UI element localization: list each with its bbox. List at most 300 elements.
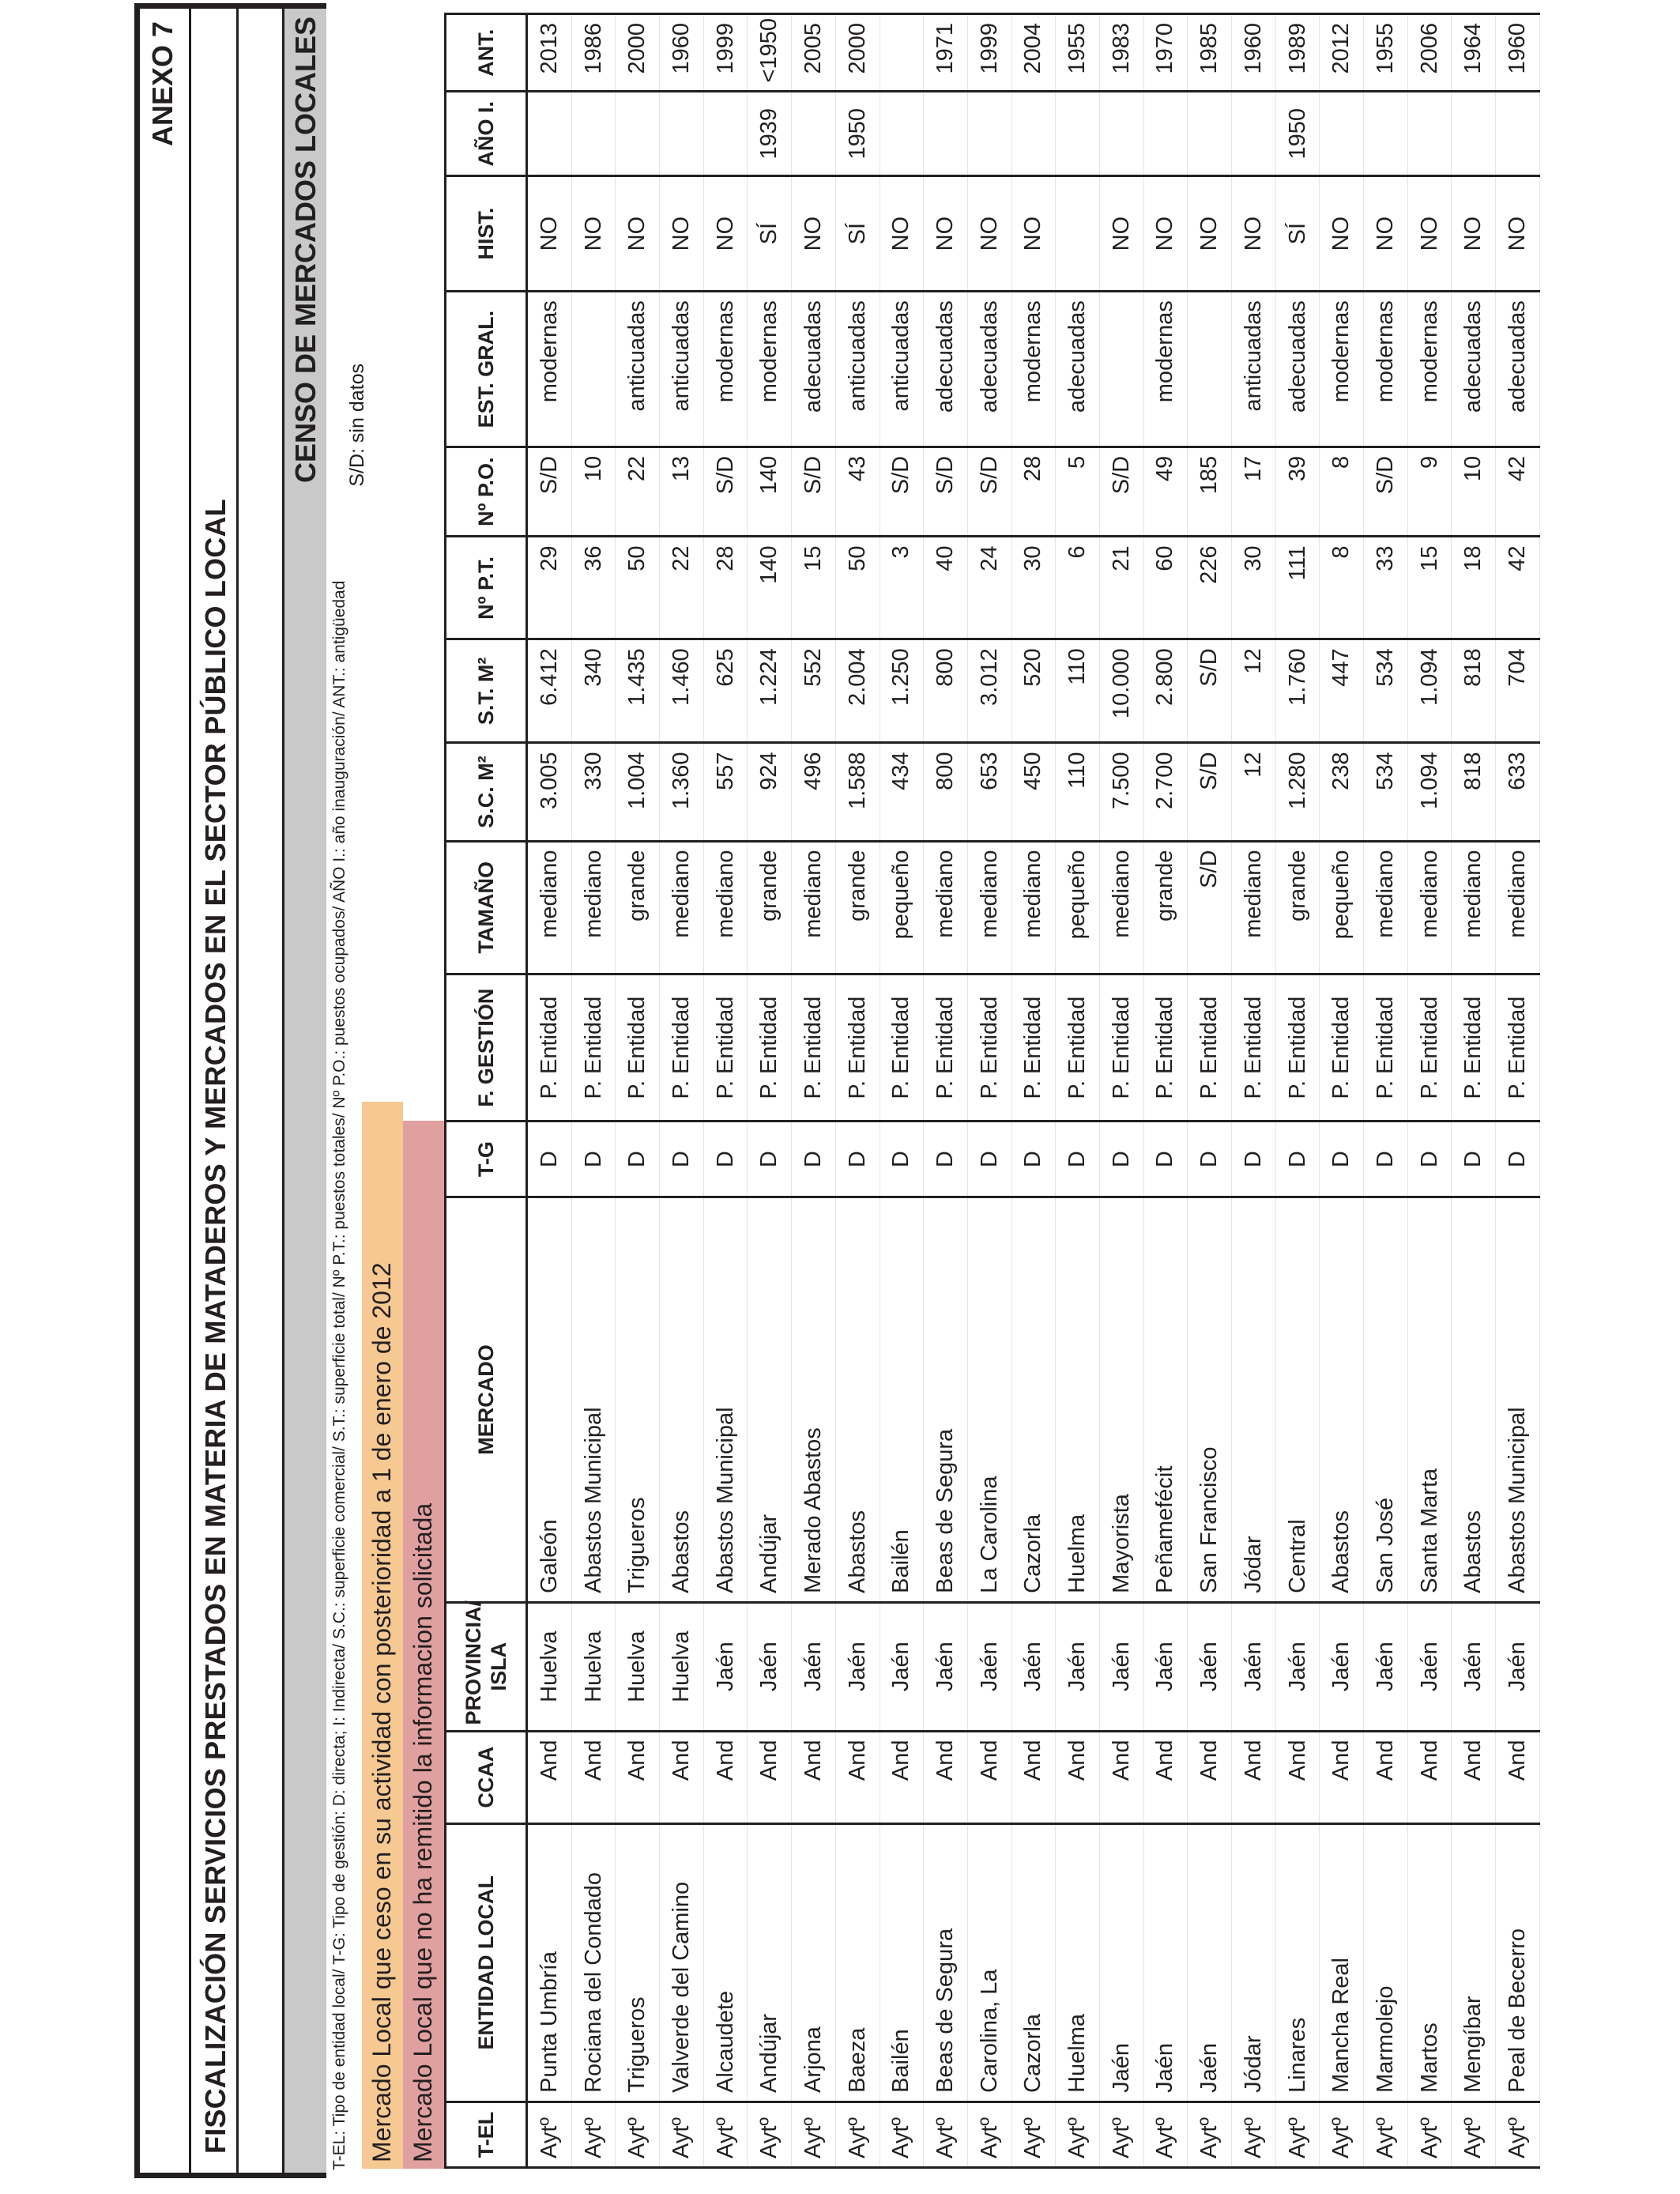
- table-cell: 28: [703, 537, 748, 639]
- table-cell: 140: [748, 447, 792, 537]
- table-cell: 450: [1011, 743, 1056, 841]
- table-cell: Marmolejo: [1364, 1823, 1408, 2102]
- table-cell: Huelva: [527, 1602, 572, 1731]
- table-cell: adecuadas: [1496, 292, 1540, 447]
- table-cell: 10: [1452, 447, 1496, 537]
- table-cell: NO: [1452, 175, 1496, 291]
- col-header: HIST.: [446, 175, 527, 291]
- table-row: [1056, 14, 1100, 2168]
- table-cell: Arjona: [792, 1823, 836, 2102]
- header-row-blank: [239, 9, 284, 2173]
- table-cell: 800: [924, 639, 968, 743]
- table-cell: modernas: [1143, 292, 1188, 447]
- table-cell: Abastos: [1320, 1197, 1364, 1603]
- table-cell: Aytº: [835, 2102, 880, 2167]
- table-cell: D: [792, 1122, 836, 1197]
- table-cell: pequeño: [880, 841, 924, 974]
- table-cell: P. Entidad: [1496, 974, 1540, 1122]
- table-cell: Abastos Municipal: [703, 1197, 748, 1603]
- table-cell: 1985: [1188, 14, 1232, 92]
- table-cell: S/D: [703, 447, 748, 537]
- table-cell: 30: [1232, 537, 1276, 639]
- table-cell: 2000: [835, 14, 880, 92]
- table-cell: 22: [660, 537, 704, 639]
- ceased-market-highlight: Mercado Local que ceso en su actividad con posterioridad a 1 de enero de 2012: [362, 1102, 403, 2169]
- table-cell: Huelma: [1056, 1197, 1100, 1603]
- table-cell: modernas: [1407, 292, 1452, 447]
- table-cell: adecuadas: [1452, 292, 1496, 447]
- table-row: [660, 14, 704, 2168]
- table-cell: Jaén: [703, 1602, 748, 1731]
- table-cell: Jaén: [924, 1602, 968, 1731]
- table-cell: 2000: [616, 14, 660, 92]
- table-cell: Aytº: [967, 2102, 1011, 2167]
- table-cell: 2.700: [1143, 743, 1188, 841]
- table-cell: Aytº: [527, 2102, 572, 2167]
- table-cell: 185: [1188, 447, 1232, 537]
- table-cell: 30: [1011, 537, 1056, 639]
- table-cell: Andújar: [748, 1197, 792, 1603]
- table-cell: 653: [967, 743, 1011, 841]
- table-cell: mediano: [571, 841, 616, 974]
- table-cell: 1955: [1056, 14, 1100, 92]
- table-cell: 552: [792, 639, 836, 743]
- table-cell: [616, 92, 660, 176]
- table-row: [703, 14, 748, 2168]
- table-cell: NO: [792, 175, 836, 291]
- table-cell: <1950: [748, 14, 792, 92]
- table-row: [571, 14, 616, 2168]
- table-cell: Carolina, La: [967, 1823, 1011, 2102]
- table-cell: NO: [703, 175, 748, 291]
- table-cell: Trigueros: [616, 1197, 660, 1603]
- table-cell: P. Entidad: [1188, 974, 1232, 1122]
- table-cell: 1971: [924, 14, 968, 92]
- table-cell: S/D: [1364, 447, 1408, 537]
- table-cell: Aytº: [1143, 2102, 1188, 2167]
- table-cell: Beas de Segura: [924, 1197, 968, 1603]
- col-header: CCAA: [446, 1731, 527, 1823]
- table-cell: 111: [1275, 537, 1320, 639]
- table-cell: D: [924, 1122, 968, 1197]
- table-cell: D: [1099, 1122, 1143, 1197]
- table-cell: 340: [571, 639, 616, 743]
- col-header: MERCADO: [446, 1197, 527, 1603]
- table-cell: [703, 92, 748, 176]
- table-cell: And: [1275, 1731, 1320, 1823]
- table-cell: Beas de Segura: [924, 1823, 968, 2102]
- table-cell: 3.012: [967, 639, 1011, 743]
- table-cell: modernas: [703, 292, 748, 447]
- table-cell: P. Entidad: [792, 974, 836, 1122]
- table-cell: Huelva: [660, 1602, 704, 1731]
- table-cell: 520: [1011, 639, 1056, 743]
- table-cell: 704: [1496, 639, 1540, 743]
- table-cell: NO: [1099, 175, 1143, 291]
- table-cell: 5: [1056, 447, 1100, 537]
- table-cell: Aytº: [616, 2102, 660, 2167]
- table-cell: NO: [1364, 175, 1408, 291]
- table-cell: And: [967, 1731, 1011, 1823]
- table-cell: And: [1452, 1731, 1496, 1823]
- annex-label: ANEXO 7: [146, 21, 179, 147]
- table-row: [835, 14, 880, 2168]
- table-cell: Central: [1275, 1197, 1320, 1603]
- table-cell: NO: [527, 175, 572, 291]
- table-cell: 42: [1496, 447, 1540, 537]
- table-cell: 1.435: [616, 639, 660, 743]
- table-cell: D: [527, 1122, 572, 1197]
- table-cell: NO: [1188, 175, 1232, 291]
- table-row: [880, 14, 924, 2168]
- table-cell: modernas: [1011, 292, 1056, 447]
- table-cell: 633: [1496, 743, 1540, 841]
- table-cell: 1999: [967, 14, 1011, 92]
- table-cell: mediano: [1232, 841, 1276, 974]
- table-cell: 800: [924, 743, 968, 841]
- table-cell: P. Entidad: [660, 974, 704, 1122]
- table-cell: 110: [1056, 639, 1100, 743]
- table-cell: Linares: [1275, 1823, 1320, 2102]
- table-cell: 24: [967, 537, 1011, 639]
- table-cell: NO: [967, 175, 1011, 291]
- header-row-title: [191, 9, 239, 2173]
- table-cell: [660, 92, 704, 176]
- table-cell: And: [527, 1731, 572, 1823]
- table-cell: modernas: [1364, 292, 1408, 447]
- table-cell: And: [703, 1731, 748, 1823]
- table-cell: S/D: [792, 447, 836, 537]
- table-cell: Aytº: [1496, 2102, 1540, 2167]
- table-cell: P. Entidad: [748, 974, 792, 1122]
- table-cell: Jaén: [1275, 1602, 1320, 1731]
- table-cell: 1999: [703, 14, 748, 92]
- table-cell: Galeón: [527, 1197, 572, 1603]
- table-cell: P. Entidad: [1143, 974, 1188, 1122]
- table-cell: D: [1188, 1122, 1232, 1197]
- table-cell: Aytº: [703, 2102, 748, 2167]
- table-cell: D: [880, 1122, 924, 1197]
- table-cell: And: [1496, 1731, 1540, 1823]
- header-box: [134, 3, 326, 2178]
- table-cell: Jaén: [880, 1602, 924, 1731]
- table-cell: mediano: [1364, 841, 1408, 974]
- table-cell: [1452, 92, 1496, 176]
- table-cell: Baeza: [835, 1823, 880, 2102]
- table-cell: Peñamefécit: [1143, 1197, 1188, 1603]
- table-cell: Bailén: [880, 1197, 924, 1603]
- table-cell: 29: [527, 537, 572, 639]
- table-cell: Aytº: [1232, 2102, 1276, 2167]
- table-body: [527, 14, 1540, 2168]
- table-cell: 534: [1364, 639, 1408, 743]
- table-cell: 818: [1452, 639, 1496, 743]
- table-cell: 1955: [1364, 14, 1408, 92]
- table-row: [1143, 14, 1188, 2168]
- table-cell: Jódar: [1232, 1823, 1276, 2102]
- table-cell: Jaén: [1099, 1823, 1143, 2102]
- table-cell: D: [1056, 1122, 1100, 1197]
- table-cell: S/D: [1188, 743, 1232, 841]
- table-cell: [1188, 92, 1232, 176]
- table-cell: D: [1496, 1122, 1540, 1197]
- table-cell: 49: [1143, 447, 1188, 537]
- table-row: [1188, 14, 1232, 2168]
- table-cell: 1964: [1452, 14, 1496, 92]
- table-cell: S/D: [967, 447, 1011, 537]
- table-cell: And: [1407, 1731, 1452, 1823]
- table-cell: Aytº: [1452, 2102, 1496, 2167]
- table-cell: 534: [1364, 743, 1408, 841]
- table-cell: modernas: [748, 292, 792, 447]
- table-cell: 22: [616, 447, 660, 537]
- table-cell: grande: [616, 841, 660, 974]
- table-cell: Jaén: [1232, 1602, 1276, 1731]
- table-cell: D: [835, 1122, 880, 1197]
- table-cell: And: [924, 1731, 968, 1823]
- table-row: [1407, 14, 1452, 2168]
- table-cell: Peal de Becerro: [1496, 1823, 1540, 2102]
- table-cell: adecuadas: [1275, 292, 1320, 447]
- table-cell: 21: [1099, 537, 1143, 639]
- table-cell: P. Entidad: [571, 974, 616, 1122]
- col-header: S.C. M²: [446, 743, 527, 841]
- table-cell: 496: [792, 743, 836, 841]
- table-cell: Jaén: [1143, 1602, 1188, 1731]
- table-row: [748, 14, 792, 2168]
- table-cell: Trigueros: [616, 1823, 660, 2102]
- table-cell: 625: [703, 639, 748, 743]
- table-cell: SÍ: [748, 175, 792, 291]
- table-cell: And: [1099, 1731, 1143, 1823]
- col-header: ANT.: [446, 14, 527, 92]
- table-cell: 8: [1320, 447, 1364, 537]
- table-cell: Alcaudete: [703, 1823, 748, 2102]
- table-cell: Aytº: [1364, 2102, 1408, 2167]
- table-cell: [1188, 292, 1232, 447]
- table-row: [1496, 14, 1540, 2168]
- table-cell: Jaén: [967, 1602, 1011, 1731]
- table-cell: 15: [1407, 537, 1452, 639]
- table-cell: [1364, 92, 1408, 176]
- table-cell: 1.224: [748, 639, 792, 743]
- table-cell: 2004: [1011, 14, 1056, 92]
- table-cell: S/D: [1188, 639, 1232, 743]
- table-cell: Jaén: [792, 1602, 836, 1731]
- table-cell: D: [571, 1122, 616, 1197]
- table-cell: S/D: [1099, 447, 1143, 537]
- table-cell: anticuadas: [835, 292, 880, 447]
- table-cell: P. Entidad: [1364, 974, 1408, 1122]
- table-cell: 12: [1232, 639, 1276, 743]
- table-cell: P. Entidad: [880, 974, 924, 1122]
- table-cell: And: [1232, 1731, 1276, 1823]
- col-header: AÑO I.: [446, 92, 527, 176]
- table-row: [1364, 14, 1408, 2168]
- table-cell: [1056, 175, 1100, 291]
- table-cell: Bailén: [880, 1823, 924, 2102]
- table-cell: Jaén: [1099, 1602, 1143, 1731]
- table-cell: Aytº: [1188, 2102, 1232, 2167]
- table-cell: 1950: [835, 92, 880, 176]
- col-header: EST. GRAL.: [446, 292, 527, 447]
- table-cell: 15: [792, 537, 836, 639]
- table-cell: pequeño: [1056, 841, 1100, 974]
- table-cell: [1496, 92, 1540, 176]
- table-cell: 2.800: [1143, 639, 1188, 743]
- table-row: [1275, 14, 1320, 2168]
- table-cell: Aytº: [660, 2102, 704, 2167]
- table-cell: 2013: [527, 14, 572, 92]
- table-cell: S/D: [924, 447, 968, 537]
- table-cell: mediano: [527, 841, 572, 974]
- table-cell: 226: [1188, 537, 1232, 639]
- table-cell: 33: [1364, 537, 1408, 639]
- table-cell: 557: [703, 743, 748, 841]
- table-cell: La Carolina: [967, 1197, 1011, 1603]
- table-cell: mediano: [1496, 841, 1540, 974]
- table-row: [527, 14, 572, 2168]
- table-cell: 6.412: [527, 639, 572, 743]
- table-row: [1320, 14, 1364, 2168]
- table-cell: mediano: [660, 841, 704, 974]
- table-cell: P. Entidad: [1407, 974, 1452, 1122]
- table-cell: NO: [1011, 175, 1056, 291]
- table-cell: P. Entidad: [703, 974, 748, 1122]
- table-cell: 330: [571, 743, 616, 841]
- header-row-annex: [140, 9, 191, 2173]
- table-cell: 1960: [1496, 14, 1540, 92]
- table-cell: 140: [748, 537, 792, 639]
- table-cell: D: [967, 1122, 1011, 1197]
- table-cell: P. Entidad: [1011, 974, 1056, 1122]
- col-header: S.T. M²: [446, 639, 527, 743]
- table-cell: P. Entidad: [1056, 974, 1100, 1122]
- table-cell: Jódar: [1232, 1197, 1276, 1603]
- table-cell: And: [1188, 1731, 1232, 1823]
- table-cell: 1989: [1275, 14, 1320, 92]
- table-cell: Huelva: [571, 1602, 616, 1731]
- table-cell: adecuadas: [924, 292, 968, 447]
- table-cell: mediano: [967, 841, 1011, 974]
- table-cell: anticuadas: [1232, 292, 1276, 447]
- table-cell: And: [1320, 1731, 1364, 1823]
- table-cell: 1.094: [1407, 639, 1452, 743]
- table-cell: Aytº: [1275, 2102, 1320, 2167]
- table-cell: pequeño: [1320, 841, 1364, 974]
- table-cell: And: [1143, 1731, 1188, 1823]
- table-cell: 1950: [1275, 92, 1320, 176]
- table-cell: San José: [1364, 1197, 1408, 1603]
- table-cell: Aytº: [1056, 2102, 1100, 2167]
- table-cell: mediano: [1452, 841, 1496, 974]
- table-cell: anticuadas: [616, 292, 660, 447]
- table-cell: P. Entidad: [527, 974, 572, 1122]
- table-cell: Jaén: [1188, 1602, 1232, 1731]
- abbreviations-legend: T-EL: Tipo de entidad local/ T-G: Tipo de gestión: D: directa; I: Indirecta/ S.C.: superficie comercial/ S.T.: superficie total/ Nº P.T.: puestos totales/ Nº P.O.: puestos ocupados/ AÑO I.: año inauguración/ ANT.: antigüedad: [330, 580, 348, 2170]
- no-info-market-highlight: Mercado Local que no ha remitido la informacion solicitada: [403, 1121, 444, 2169]
- table-cell: 28: [1011, 447, 1056, 537]
- table-cell: D: [1407, 1122, 1452, 1197]
- table-cell: [1011, 92, 1056, 176]
- table-cell: mediano: [1407, 841, 1452, 974]
- table-cell: Jaén: [1496, 1602, 1540, 1731]
- table-cell: 12: [1232, 743, 1276, 841]
- col-header: ENTIDAD LOCAL: [446, 1823, 527, 2102]
- table-cell: Aytº: [571, 2102, 616, 2167]
- table-cell: P. Entidad: [1275, 974, 1320, 1122]
- table-cell: P. Entidad: [1320, 974, 1364, 1122]
- table-cell: 10.000: [1099, 639, 1143, 743]
- table-cell: D: [1275, 1122, 1320, 1197]
- table-cell: D: [1232, 1122, 1276, 1197]
- table-cell: mediano: [792, 841, 836, 974]
- table-cell: And: [1011, 1731, 1056, 1823]
- table-cell: grande: [748, 841, 792, 974]
- table-cell: 39: [1275, 447, 1320, 537]
- table-row: [967, 14, 1011, 2168]
- table-cell: [1056, 92, 1100, 176]
- table-cell: Mayorista: [1099, 1197, 1143, 1603]
- table-cell: And: [660, 1731, 704, 1823]
- table-cell: [924, 92, 968, 176]
- table-cell: [1232, 92, 1276, 176]
- table-cell: Jaén: [1011, 1602, 1056, 1731]
- table-cell: 1983: [1099, 14, 1143, 92]
- table-cell: modernas: [527, 292, 572, 447]
- table-cell: And: [880, 1731, 924, 1823]
- table-cell: 2.004: [835, 639, 880, 743]
- table-cell: And: [835, 1731, 880, 1823]
- table-cell: [571, 92, 616, 176]
- table-cell: And: [792, 1731, 836, 1823]
- table-cell: 6: [1056, 537, 1100, 639]
- table-cell: adecuadas: [1056, 292, 1100, 447]
- table-cell: Aytº: [792, 2102, 836, 2167]
- table-cell: 13: [660, 447, 704, 537]
- table-cell: 1.004: [616, 743, 660, 841]
- table-cell: Aytº: [1011, 2102, 1056, 2167]
- table-cell: 17: [1232, 447, 1276, 537]
- table-cell: 1986: [571, 14, 616, 92]
- table-cell: D: [748, 1122, 792, 1197]
- table-cell: D: [1143, 1122, 1188, 1197]
- table-cell: And: [616, 1731, 660, 1823]
- table-cell: NO: [1143, 175, 1188, 291]
- table-cell: 18: [1452, 537, 1496, 639]
- table-cell: Jaén: [1320, 1602, 1364, 1731]
- header-row-section: [284, 9, 326, 2173]
- table-cell: Mancha Real: [1320, 1823, 1364, 2102]
- table-cell: Valverde del Camino: [660, 1823, 704, 2102]
- table-cell: 60: [1143, 537, 1188, 639]
- table-cell: Cazorla: [1011, 1197, 1056, 1603]
- sd-note: S/D: sin datos: [346, 364, 368, 487]
- table-cell: NO: [1407, 175, 1452, 291]
- table-cell: Jaén: [1407, 1602, 1452, 1731]
- table-cell: 1.588: [835, 743, 880, 841]
- table-cell: Cazorla: [1011, 1823, 1056, 2102]
- table-cell: 40: [924, 537, 968, 639]
- table-cell: And: [1056, 1731, 1100, 1823]
- table-cell: Rociana del Condado: [571, 1823, 616, 2102]
- table-cell: 36: [571, 537, 616, 639]
- table-cell: D: [616, 1122, 660, 1197]
- table-cell: [1099, 92, 1143, 176]
- table-cell: 1.250: [880, 639, 924, 743]
- table-cell: NO: [924, 175, 968, 291]
- table-cell: 9: [1407, 447, 1452, 537]
